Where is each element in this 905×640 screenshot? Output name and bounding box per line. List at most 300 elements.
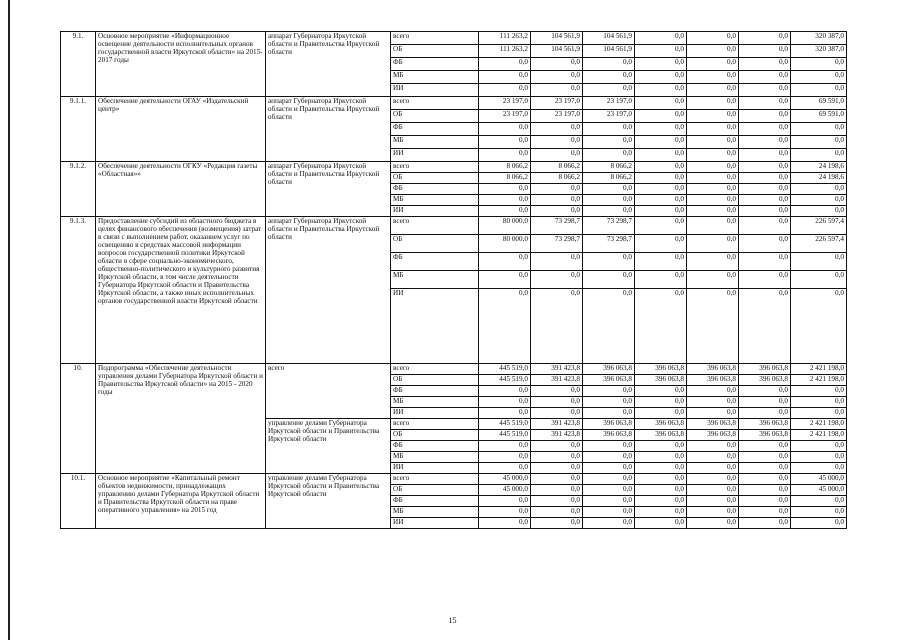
table-row [61,162,847,173]
amount-cell: 0,0 [635,173,687,184]
amount-cell: 0,0 [739,253,791,271]
amount-cell: 0,0 [791,463,847,474]
amount-cell: 0,0 [687,452,739,463]
amount-cell: 104 561,9 [583,45,635,58]
amount-cell: 0,0 [531,463,583,474]
amount-cell: 445 519,0 [479,430,531,441]
amount-cell: 0,0 [479,149,531,162]
funding-source: всего [391,32,479,45]
amount-cell: 0,0 [635,496,687,507]
amount-cell: 445 519,0 [479,419,531,430]
amount-cell: 0,0 [479,206,531,217]
amount-cell: 0,0 [687,123,739,136]
amount-cell: 396 063,8 [687,430,739,441]
amount-cell: 391 423,8 [531,430,583,441]
amount-cell: 0,0 [531,386,583,397]
executor: аппарат Губернатора Иркутской области и Правительства Иркутской области [266,217,391,364]
amount-cell: 111 263,2 [479,32,531,45]
amount-cell: 0,0 [739,173,791,184]
amount-cell: 0,0 [739,441,791,452]
amount-cell: 0,0 [687,485,739,496]
amount-cell: 0,0 [531,84,583,97]
amount-cell: 2 421 198,0 [791,375,847,386]
amount-cell: 0,0 [635,518,687,529]
amount-cell: 396 063,8 [739,375,791,386]
amount-cell: 0,0 [635,452,687,463]
measure-name: Основное мероприятие «Информационное освещение деятельности исполнительных органов государственной власти Иркутской области» на 2015-2017 годы [96,32,266,97]
amount-cell: 0,0 [687,235,739,253]
amount-cell: 396 063,8 [687,375,739,386]
executor: управление делами Губернатора Иркутской области и Правительства Иркутской области [266,474,391,529]
amount-cell: 0,0 [531,123,583,136]
funding-source: всего [391,474,479,485]
amount-cell: 0,0 [687,386,739,397]
funding-source: ОБ [391,110,479,123]
amount-cell: 0,0 [791,136,847,149]
amount-cell: 111 263,2 [479,45,531,58]
amount-cell: 0,0 [687,463,739,474]
amount-cell: 0,0 [531,206,583,217]
amount-cell: 0,0 [531,195,583,206]
amount-cell: 0,0 [479,441,531,452]
amount-cell: 0,0 [739,463,791,474]
row-code: 9.1.1. [61,97,96,162]
amount-cell: 0,0 [479,84,531,97]
amount-cell: 8 066,2 [583,162,635,173]
funding-source: ФБ [391,441,479,452]
amount-cell: 2 421 198,0 [791,430,847,441]
amount-cell: 8 066,2 [479,162,531,173]
amount-cell: 0,0 [739,45,791,58]
amount-cell: 0,0 [635,149,687,162]
amount-cell: 0,0 [791,149,847,162]
funding-source: ОБ [391,430,479,441]
amount-cell: 0,0 [791,289,847,364]
measure-name: Подпрограмма «Обеспечение деятельности управления делами Губернатора Иркутской области и Правительства Иркутской области» на 2015 - 2020 годы [96,364,266,474]
row-code: 9.1.2. [61,162,96,217]
amount-cell: 0,0 [791,84,847,97]
amount-cell: 104 561,9 [583,32,635,45]
amount-cell: 0,0 [635,84,687,97]
amount-cell: 0,0 [687,507,739,518]
amount-cell: 0,0 [583,253,635,271]
amount-cell: 0,0 [583,206,635,217]
amount-cell: 0,0 [583,71,635,84]
amount-cell: 0,0 [687,58,739,71]
amount-cell: 0,0 [739,136,791,149]
amount-cell: 8 066,2 [531,162,583,173]
amount-cell: 80 000,0 [479,235,531,253]
amount-cell: 73 298,7 [531,235,583,253]
amount-cell: 0,0 [687,253,739,271]
funding-source: МБ [391,195,479,206]
amount-cell: 0,0 [583,195,635,206]
amount-cell: 0,0 [531,271,583,289]
executor: управление делами Губернатора Иркутской области и Правительства Иркутской области [266,419,391,474]
amount-cell: 0,0 [583,474,635,485]
amount-cell: 0,0 [479,136,531,149]
amount-cell: 0,0 [635,397,687,408]
amount-cell: 0,0 [739,507,791,518]
amount-cell: 8 066,2 [479,173,531,184]
amount-cell: 0,0 [583,149,635,162]
measure-name: Основное мероприятие «Капитальный ремонт объектов недвижимости, принадлежащих управлению делами Губернатора Иркутской области и Правительства Иркутской области на праве оперативного управления» на 2015 год [96,474,266,529]
amount-cell: 396 063,8 [583,430,635,441]
budget-table [60,31,847,529]
amount-cell: 0,0 [687,441,739,452]
amount-cell: 0,0 [687,97,739,110]
amount-cell: 0,0 [635,271,687,289]
amount-cell: 0,0 [531,441,583,452]
funding-source: ФБ [391,184,479,195]
scan-edge-line [8,0,10,640]
amount-cell: 0,0 [583,441,635,452]
amount-cell: 0,0 [739,206,791,217]
amount-cell: 24 198,6 [791,173,847,184]
funding-source: ИИ [391,149,479,162]
amount-cell: 0,0 [479,496,531,507]
amount-cell: 396 063,8 [635,430,687,441]
executor: аппарат Губернатора Иркутской области и Правительства Иркутской области [266,97,391,162]
amount-cell: 0,0 [635,217,687,235]
amount-cell: 0,0 [635,441,687,452]
amount-cell: 0,0 [635,71,687,84]
funding-source: ИИ [391,206,479,217]
amount-cell: 391 423,8 [531,364,583,375]
amount-cell: 0,0 [479,518,531,529]
amount-cell: 0,0 [479,123,531,136]
amount-cell: 0,0 [739,397,791,408]
amount-cell: 45 000,0 [479,485,531,496]
amount-cell: 23 197,0 [531,97,583,110]
funding-source: ОБ [391,173,479,184]
amount-cell: 0,0 [687,110,739,123]
funding-source: ИИ [391,463,479,474]
amount-cell: 73 298,7 [583,217,635,235]
amount-cell: 445 519,0 [479,364,531,375]
amount-cell: 0,0 [635,474,687,485]
amount-cell: 0,0 [739,217,791,235]
table-row [61,364,847,375]
funding-source: всего [391,217,479,235]
amount-cell: 0,0 [791,71,847,84]
amount-cell: 45 000,0 [791,485,847,496]
amount-cell: 0,0 [791,496,847,507]
amount-cell: 23 197,0 [531,110,583,123]
amount-cell: 0,0 [531,136,583,149]
amount-cell: 0,0 [791,518,847,529]
amount-cell: 0,0 [531,452,583,463]
amount-cell: 445 519,0 [479,375,531,386]
amount-cell: 396 063,8 [583,364,635,375]
amount-cell: 0,0 [739,408,791,419]
amount-cell: 396 063,8 [739,430,791,441]
amount-cell: 0,0 [739,58,791,71]
amount-cell: 0,0 [479,463,531,474]
amount-cell: 320 387,0 [791,32,847,45]
measure-name: Предоставление субсидий из областного бюджета в целях финансового обеспечения (возмещения) затрат в связи с выполнением работ, оказанием услуг по освещению в средствах массовой информации вопросов государственной политики Иркутской области в сфере социально-экономического, общественно-политического и культурного развития Иркутской области, в том числе деятельности Губернатора Иркутской области и Правительства Иркутской области, а также иных исполнительных органов государственной власти Иркутской области [96,217,266,364]
table-row [61,217,847,235]
amount-cell: 0,0 [791,123,847,136]
funding-source: всего [391,419,479,430]
funding-source: ОБ [391,235,479,253]
amount-cell: 0,0 [739,162,791,173]
amount-cell: 0,0 [687,32,739,45]
amount-cell: 320 387,0 [791,45,847,58]
funding-source: МБ [391,507,479,518]
amount-cell: 23 197,0 [479,110,531,123]
amount-cell: 0,0 [635,386,687,397]
amount-cell: 2 421 198,0 [791,364,847,375]
amount-cell: 23 197,0 [583,97,635,110]
amount-cell: 0,0 [687,271,739,289]
amount-cell: 0,0 [635,253,687,271]
amount-cell: 0,0 [635,235,687,253]
amount-cell: 0,0 [687,518,739,529]
amount-cell: 0,0 [635,206,687,217]
amount-cell: 104 561,9 [531,32,583,45]
measure-name: Обеспечение деятельности ОГКУ «Редакция газеты «Областная»» [96,162,266,217]
executor: аппарат Губернатора Иркутской области и Правительства Иркутской области [266,162,391,217]
funding-source: ИИ [391,289,479,364]
amount-cell: 0,0 [791,253,847,271]
amount-cell: 0,0 [687,195,739,206]
funding-source: ФБ [391,496,479,507]
amount-cell: 0,0 [479,271,531,289]
amount-cell: 0,0 [739,289,791,364]
amount-cell: 0,0 [635,110,687,123]
amount-cell: 396 063,8 [583,375,635,386]
amount-cell: 0,0 [583,507,635,518]
funding-source: МБ [391,397,479,408]
amount-cell: 23 197,0 [479,97,531,110]
amount-cell: 0,0 [687,217,739,235]
amount-cell: 0,0 [687,289,739,364]
funding-source: ИИ [391,518,479,529]
funding-source: ФБ [391,123,479,136]
amount-cell: 0,0 [583,408,635,419]
row-code: 10. [61,364,96,474]
amount-cell: 0,0 [635,507,687,518]
amount-cell: 0,0 [687,496,739,507]
amount-cell: 0,0 [583,58,635,71]
executor: всего [266,364,391,419]
amount-cell: 73 298,7 [531,217,583,235]
amount-cell: 0,0 [531,496,583,507]
amount-cell: 0,0 [531,507,583,518]
funding-source: МБ [391,71,479,84]
measure-name: Обеспечение деятельности ОГАУ «Издательский центр» [96,97,266,162]
funding-source: МБ [391,271,479,289]
amount-cell: 391 423,8 [531,375,583,386]
amount-cell: 0,0 [791,507,847,518]
amount-cell: 0,0 [531,253,583,271]
amount-cell: 0,0 [531,58,583,71]
amount-cell: 396 063,8 [739,419,791,430]
funding-source: всего [391,97,479,110]
amount-cell: 0,0 [739,97,791,110]
amount-cell: 0,0 [687,474,739,485]
amount-cell: 8 066,2 [531,173,583,184]
amount-cell: 69 591,0 [791,110,847,123]
amount-cell: 0,0 [687,136,739,149]
amount-cell: 0,0 [739,271,791,289]
amount-cell: 8 066,2 [583,173,635,184]
amount-cell: 0,0 [791,386,847,397]
amount-cell: 0,0 [739,496,791,507]
amount-cell: 0,0 [479,397,531,408]
amount-cell: 0,0 [791,195,847,206]
amount-cell: 0,0 [583,289,635,364]
amount-cell: 23 197,0 [583,110,635,123]
funding-source: ФБ [391,253,479,271]
amount-cell: 0,0 [635,136,687,149]
funding-source: ОБ [391,485,479,496]
row-code: 10.1. [61,474,96,529]
amount-cell: 0,0 [635,408,687,419]
amount-cell: 0,0 [791,271,847,289]
amount-cell: 0,0 [791,184,847,195]
amount-cell: 0,0 [739,32,791,45]
amount-cell: 0,0 [635,45,687,58]
amount-cell: 45 000,0 [479,474,531,485]
funding-source: ФБ [391,386,479,397]
amount-cell: 0,0 [479,195,531,206]
funding-source: всего [391,162,479,173]
amount-cell: 45 000,0 [791,474,847,485]
amount-cell: 0,0 [791,408,847,419]
amount-cell: 80 000,0 [479,217,531,235]
funding-source: ИИ [391,84,479,97]
amount-cell: 0,0 [583,386,635,397]
table-row [61,97,847,110]
amount-cell: 0,0 [479,507,531,518]
amount-cell: 0,0 [739,195,791,206]
amount-cell: 396 063,8 [635,375,687,386]
amount-cell: 0,0 [583,397,635,408]
amount-cell: 0,0 [687,397,739,408]
amount-cell: 0,0 [635,58,687,71]
amount-cell: 391 423,8 [531,419,583,430]
amount-cell: 0,0 [687,408,739,419]
amount-cell: 0,0 [479,386,531,397]
amount-cell: 0,0 [479,58,531,71]
amount-cell: 0,0 [687,71,739,84]
page-number: 15 [448,616,457,625]
amount-cell: 396 063,8 [687,419,739,430]
amount-cell: 0,0 [583,123,635,136]
amount-cell: 0,0 [479,408,531,419]
amount-cell: 24 198,6 [791,162,847,173]
amount-cell: 0,0 [635,184,687,195]
amount-cell: 0,0 [479,184,531,195]
amount-cell: 0,0 [635,289,687,364]
amount-cell: 0,0 [687,45,739,58]
amount-cell: 0,0 [531,397,583,408]
funding-source: МБ [391,136,479,149]
amount-cell: 0,0 [531,184,583,195]
amount-cell: 0,0 [687,184,739,195]
amount-cell: 69 591,0 [791,97,847,110]
amount-cell: 0,0 [739,386,791,397]
amount-cell: 0,0 [479,71,531,84]
amount-cell: 0,0 [739,84,791,97]
amount-cell: 0,0 [791,58,847,71]
amount-cell: 0,0 [739,235,791,253]
amount-cell: 0,0 [531,518,583,529]
amount-cell: 0,0 [531,408,583,419]
amount-cell: 396 063,8 [583,419,635,430]
amount-cell: 0,0 [635,123,687,136]
amount-cell: 0,0 [635,195,687,206]
amount-cell: 0,0 [583,184,635,195]
amount-cell: 396 063,8 [739,364,791,375]
amount-cell: 0,0 [635,463,687,474]
amount-cell: 0,0 [687,173,739,184]
amount-cell: 0,0 [739,71,791,84]
amount-cell: 226 597,4 [791,217,847,235]
amount-cell: 0,0 [739,149,791,162]
amount-cell: 104 561,9 [531,45,583,58]
amount-cell: 0,0 [583,485,635,496]
amount-cell: 2 421 198,0 [791,419,847,430]
amount-cell: 0,0 [531,289,583,364]
amount-cell: 0,0 [791,452,847,463]
amount-cell: 0,0 [739,110,791,123]
amount-cell: 0,0 [739,452,791,463]
amount-cell: 0,0 [635,32,687,45]
amount-cell: 0,0 [583,271,635,289]
amount-cell: 0,0 [479,253,531,271]
amount-cell: 396 063,8 [635,364,687,375]
amount-cell: 0,0 [635,485,687,496]
funding-source: ОБ [391,45,479,58]
amount-cell: 73 298,7 [583,235,635,253]
table-row [61,474,847,485]
amount-cell: 396 063,8 [635,419,687,430]
amount-cell: 0,0 [479,289,531,364]
row-code: 9.1. [61,32,96,97]
amount-cell: 0,0 [635,162,687,173]
executor: аппарат Губернатора Иркутской области и Правительства Иркутской области [266,32,391,97]
amount-cell: 0,0 [583,463,635,474]
amount-cell: 0,0 [583,452,635,463]
amount-cell: 0,0 [791,441,847,452]
amount-cell: 0,0 [739,518,791,529]
amount-cell: 0,0 [791,397,847,408]
amount-cell: 0,0 [687,206,739,217]
amount-cell: 0,0 [739,485,791,496]
funding-source: ИИ [391,408,479,419]
funding-source: всего [391,364,479,375]
amount-cell: 226 597,4 [791,235,847,253]
amount-cell: 0,0 [739,474,791,485]
amount-cell: 0,0 [687,149,739,162]
amount-cell: 0,0 [635,97,687,110]
amount-cell: 0,0 [531,474,583,485]
amount-cell: 0,0 [479,452,531,463]
amount-cell: 0,0 [583,496,635,507]
amount-cell: 0,0 [791,206,847,217]
amount-cell: 396 063,8 [687,364,739,375]
amount-cell: 0,0 [531,485,583,496]
amount-cell: 0,0 [739,123,791,136]
amount-cell: 0,0 [583,84,635,97]
amount-cell: 0,0 [687,84,739,97]
amount-cell: 0,0 [583,136,635,149]
row-code: 9.1.3. [61,217,96,364]
amount-cell: 0,0 [531,149,583,162]
